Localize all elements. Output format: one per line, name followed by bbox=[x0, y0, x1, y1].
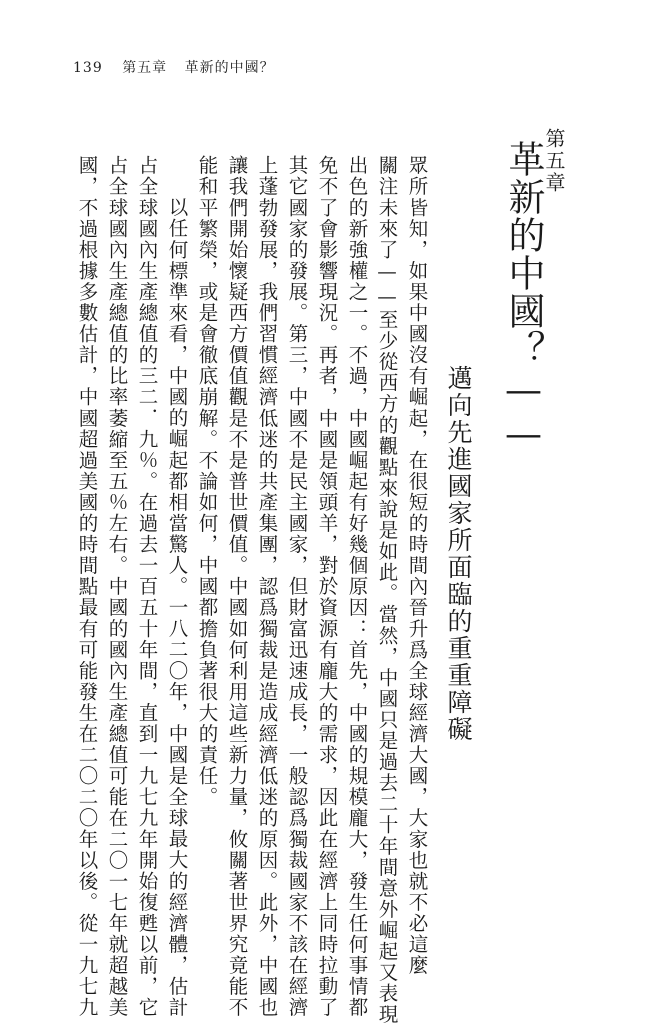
body-line: 占全球國內生產總值的三二．九％。在過去一百五十年間，直到一九七九年開始復甦以前，它 bbox=[135, 155, 159, 1019]
page-number: 139 bbox=[73, 60, 103, 76]
body-line: 國，不過根據多數估計，中國超過美國的時間點最有可能發生在二〇二〇年以後。從一九七九 bbox=[75, 155, 99, 1019]
chapter-title: 革新的中國？—— bbox=[502, 140, 545, 456]
body-line: 出色的新強權之一。不過，中國崛起有好幾個原因：首先，中國的規模龐大，發生任何事情都 bbox=[345, 155, 369, 1019]
body-line: 免不了會影響現況。再者，中國是領頭羊，對於資源有龐大的需求，因此在經濟上同時拉動了 bbox=[315, 155, 339, 1019]
body-line: 關注未來了——至少從西方的觀點來說是如此。當然，中國只是過去二十年間意外崛起又表現 bbox=[375, 155, 399, 1025]
body-line: 以任何標準來看，中國的崛起都相當驚人。一八二〇年，中國是全球最大的經濟體，估計 bbox=[165, 197, 189, 1018]
chapter-label: 第五章 bbox=[542, 128, 566, 194]
body-line: 讓我們開始懷疑西方價值觀是不是普世價值。中國如何利用這些新力量，攸關著世界究竟能不 bbox=[225, 155, 249, 1019]
body-line: 上蓬勃發展，我們習慣經濟低迷的共產集團，認爲獨裁是造成經濟低迷的原因。此外，中國也 bbox=[255, 155, 279, 1019]
running-header bbox=[73, 57, 275, 77]
body-line: 其它國家的發展。第三，中國不是民主國家，但財富迅速成長，一般認爲獨裁國家不該在經濟 bbox=[285, 155, 309, 1019]
body-line: 眾所皆知，如果中國沒有崛起，在很短的時間內晉升爲全球經濟大國，大家也就不必這麼 bbox=[405, 155, 429, 976]
header-chapter: 第五章 bbox=[122, 60, 168, 76]
header-title: 革新的中國？ bbox=[184, 60, 275, 76]
chapter-subtitle: 邁向先進國家所面臨的重重障礙 bbox=[444, 365, 473, 743]
body-line: 占全球國內生產總值的比率萎縮至五％左右。中國的國內生產總值可能在二〇一七年就超越美 bbox=[105, 155, 129, 1019]
body-text bbox=[70, 155, 435, 1025]
body-line: 能和平繁榮，或是會徹底崩解。不論如何，中國都擔負著很大的責任。 bbox=[195, 155, 219, 808]
